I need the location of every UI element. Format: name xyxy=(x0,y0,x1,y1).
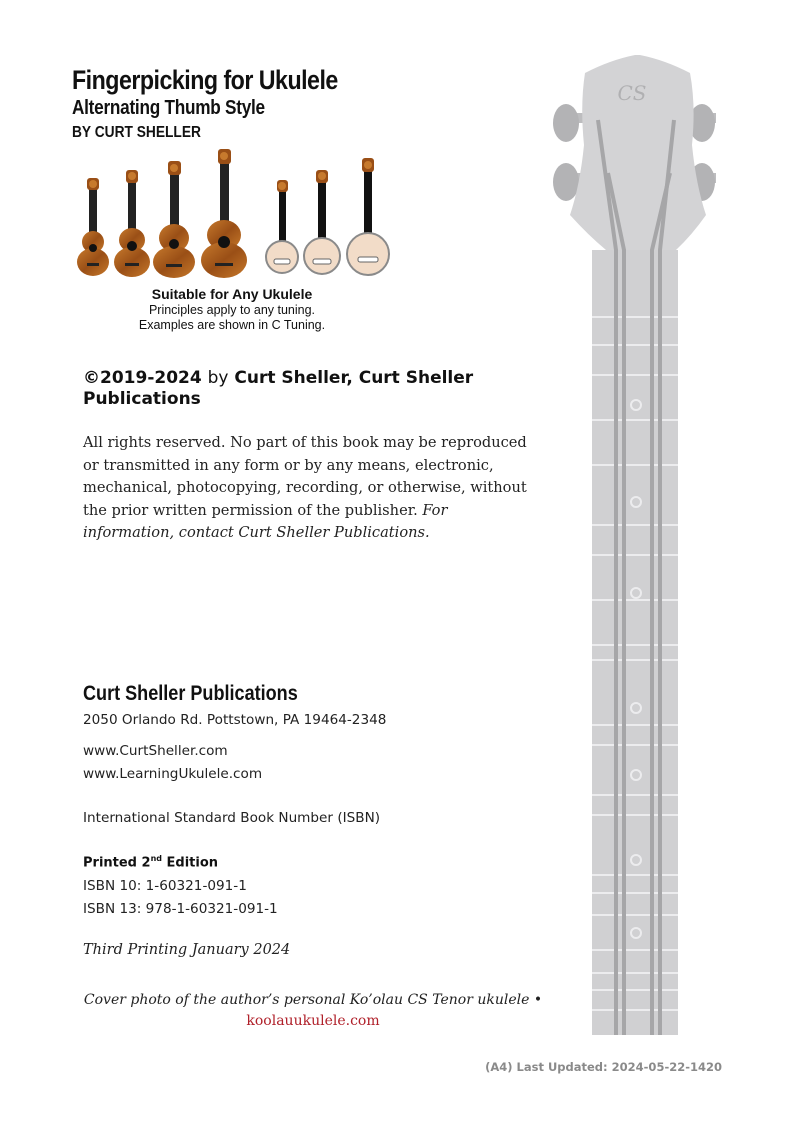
copyright-by: by xyxy=(207,368,229,388)
suitable-note xyxy=(72,286,392,333)
edition-sup: nd xyxy=(150,854,162,863)
book-title: Fingerpicking for Ukulele xyxy=(72,65,338,95)
publisher-address: 2050 Orlando Rd. Pottstown, PA 19464-2348 xyxy=(83,712,387,728)
banjo-ukulele-icon xyxy=(304,170,340,274)
copyright-years: ©2019-2024 xyxy=(83,368,202,388)
isbn-label: International Standard Book Number (ISBN) xyxy=(83,810,381,826)
edition-prefix: Printed 2 xyxy=(83,855,151,871)
ukulele-family-illustration xyxy=(72,145,394,280)
ukulele-icon xyxy=(201,149,247,278)
cover-link[interactable]: koolauukulele.com xyxy=(246,1013,380,1029)
publisher-name: Curt Sheller Publications xyxy=(83,682,298,705)
rights-text: All rights reserved. No part of this book may be reproduced or transmitted in any form or by any means, electronic, mechanical, photocopying, recording, or otherwise, without the prior written permission of the publisher. xyxy=(83,434,527,519)
author-byline: BY CURT SHELLER xyxy=(72,124,201,141)
updated-value: 2024-05-22-1420 xyxy=(611,1060,722,1074)
last-updated xyxy=(470,1060,722,1074)
suitable-line-2: Examples are shown in C Tuning. xyxy=(138,318,326,332)
isbn-13: ISBN 13: 978-1-60321-091-1 xyxy=(83,901,278,917)
ukulele-icon xyxy=(114,170,150,277)
isbn-10: ISBN 10: 1-60321-091-1 xyxy=(83,878,247,894)
suitable-heading: Suitable for Any Ukulele xyxy=(151,286,313,302)
cover-text: Cover photo of the author’s personal Ko’olau CS Tenor ukulele • xyxy=(83,992,543,1008)
ukulele-icon xyxy=(153,161,195,278)
banjo-ukulele-icon xyxy=(266,180,298,273)
suitable-line-1: Principles apply to any tuning. xyxy=(148,303,316,317)
edition-suffix: Edition xyxy=(161,855,219,871)
website-link-1[interactable]: www.CurtSheller.com xyxy=(83,743,228,759)
cover-credit xyxy=(83,990,543,1032)
ukulele-icon xyxy=(77,178,109,276)
printing-note: Third Printing January 2024 xyxy=(83,942,291,958)
headstock-icon xyxy=(553,55,716,250)
updated-label: (A4) Last Updated: xyxy=(485,1060,608,1074)
book-subtitle: Alternating Thumb Style xyxy=(72,97,265,119)
ukulele-neck-graphic xyxy=(540,45,740,1045)
edition-label xyxy=(83,854,218,870)
rights-contact: For information, contact Curt Sheller Publications. xyxy=(83,501,448,541)
banjo-ukulele-icon xyxy=(347,158,389,275)
copyright-holder: Curt Sheller, Curt Sheller Publications xyxy=(83,368,474,409)
headstock-logo: CS xyxy=(617,81,647,105)
rights-paragraph xyxy=(83,432,543,545)
copyright-notice xyxy=(83,368,523,410)
website-link-2[interactable]: www.LearningUkulele.com xyxy=(83,766,263,782)
